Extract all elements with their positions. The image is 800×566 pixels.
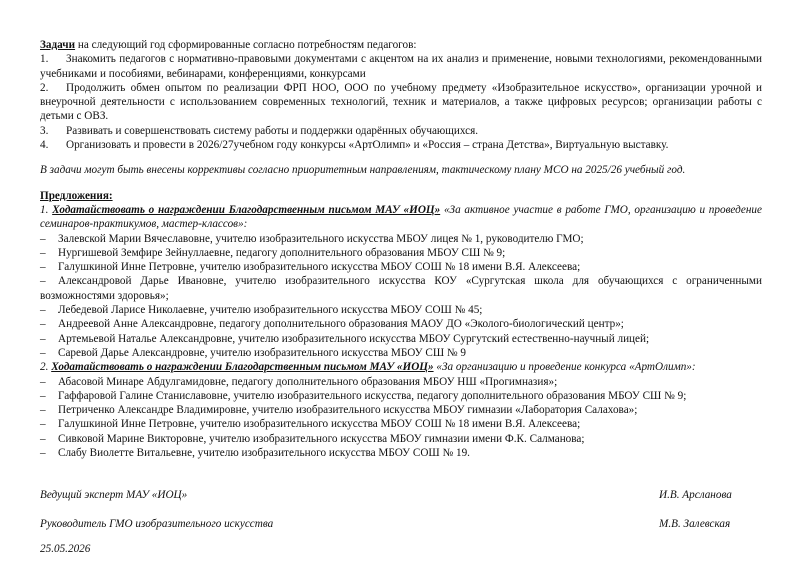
dash-bullet: –: [40, 232, 46, 245]
person-text: Абасовой Минаре Абдулгамидовне, педагогу дополнительного образования МБОУ НШ «Прогимназия»;: [58, 375, 558, 388]
spacer: [40, 460, 762, 474]
list-item: [40, 432, 762, 446]
list-item: [40, 375, 762, 389]
signature-name: М.В. Залевская: [659, 517, 731, 530]
proposal-number: 2.: [40, 361, 49, 374]
person-text: Нургишевой Земфире Зейнуллаевне, педагогу дополнительного образования МБОУ СШ № 9;: [58, 246, 506, 259]
spacer: [40, 503, 762, 517]
dash-bullet: –: [40, 418, 46, 431]
spacer: [40, 474, 762, 488]
person-text: Артемьевой Наталье Александровне, учителю изобразительного искусства МБОУ Сургутский естественно-научный лицей;: [58, 332, 650, 345]
dash-bullet: –: [40, 332, 46, 345]
proposal-list-1: [40, 232, 762, 361]
list-item: [40, 274, 762, 303]
proposal-reason: «За организацию и проведение конкурса «АртОлимп»:: [433, 361, 696, 374]
task-text: Организовать и провести в 2026/27учебном году конкурсы «АртОлимп» и «Россия – страна Детства», Виртуальную выставку.: [66, 139, 669, 152]
document-date: 25.05.2026: [40, 542, 91, 555]
dash-bullet: –: [40, 375, 46, 388]
spacer: [40, 152, 762, 163]
person-text: Сивковой Марине Викторовне, учителю изобразительного искусства МБОУ гимназии имени Ф.К. Салманова;: [58, 432, 585, 445]
dash-bullet: –: [40, 346, 46, 359]
list-item: [40, 232, 762, 246]
person-text: Слабу Виолетте Витальевне, учителю изобразительного искусства МБОУ СОШ № 19.: [58, 447, 470, 460]
signature-role: Руководитель ГМО изобразительного искусства: [40, 517, 274, 530]
dash-bullet: –: [40, 447, 46, 460]
proposal-title: Ходатайствовать о награждении Благодарственным письмом МАУ «ИОЦ»: [52, 203, 441, 216]
spacer: [40, 531, 762, 542]
signature-role: Ведущий эксперт МАУ «ИОЦ»: [40, 489, 188, 502]
person-text: Александровой Дарье Ивановне, учителю изобразительного искусства КОУ «Сургутская школа для обучающихся с ограниченными возможностями здоровья»;: [40, 275, 762, 302]
task-item: [40, 124, 762, 138]
dash-bullet: –: [40, 432, 46, 445]
person-text: Залевской Марии Вячеславовне, учителю изобразительного искусства МБОУ лицея № 1, руководителю ГМО;: [58, 232, 584, 245]
task-text: Знакомить педагогов с нормативно-правовыми документами с акцентом на их анализ и применение, новыми технологиями, рекомендованными учебниками и пособиями, вебинарами, конференциями, конкурсами: [40, 53, 762, 80]
person-text: Петриченко Александре Владимировне, учителю изобразительного искусства МБОУ гимназии «Лаборатория Салахова»;: [58, 404, 638, 417]
task-number: 3.: [40, 124, 49, 137]
tasks-heading-bold: Задачи: [40, 39, 76, 51]
tasks-heading: [40, 38, 762, 52]
list-item: [40, 303, 762, 317]
person-text: Гаффаровой Галине Станиславовне, учителю изобразительного искусства, педагогу дополнительного образования МБОУ СШ № 9;: [58, 389, 687, 402]
person-text: Саревой Дарье Александровне, учителю изобразительного искусства МБОУ СШ № 9: [58, 346, 466, 359]
task-item: [40, 52, 762, 81]
dash-bullet: –: [40, 275, 46, 288]
list-item: [40, 346, 762, 360]
list-item: [40, 246, 762, 260]
person-text: Андреевой Анне Александровне, педагогу дополнительного образования МАОУ ДО «Эколого-биологический центр»;: [58, 318, 624, 331]
task-item: [40, 81, 762, 124]
document-page: [40, 38, 762, 556]
dash-bullet: –: [40, 261, 46, 274]
list-item: [40, 260, 762, 274]
spacer: [40, 178, 762, 189]
proposal-group-heading: [40, 360, 762, 374]
list-item: [40, 417, 762, 431]
task-item: [40, 138, 762, 152]
proposal-title: Ходатайствовать о награждении Благодарственным письмом МАУ «ИОЦ»: [51, 361, 434, 374]
tasks-note: В задачи могут быть внесены коррективы согласно приоритетным направлениям, тактическому плану МСО на 2025/26 учебный год.: [40, 164, 686, 177]
proposal-reason: «За активное участие в работе ГМО, организацию и проведение семинаров-практикумов, мастер-классов»:: [40, 203, 762, 231]
proposal-number: 1.: [40, 203, 49, 216]
proposal-list-2: [40, 375, 762, 461]
person-text: Галушкиной Инне Петровне, учителю изобразительного искусства МБОУ СОШ № 18 имени В.Я. Алексеева;: [58, 418, 581, 431]
dash-bullet: –: [40, 404, 46, 417]
task-number: 4.: [40, 139, 49, 152]
proposal-group-heading: [40, 203, 762, 232]
list-item: [40, 332, 762, 346]
tasks-heading-rest: на следующий год сформированные согласно потребностям педагогов:: [75, 39, 417, 51]
proposals-heading: Предложения:: [40, 189, 113, 202]
dash-bullet: –: [40, 389, 46, 402]
dash-bullet: –: [40, 304, 46, 317]
task-number: 2.: [40, 81, 49, 94]
dash-bullet: –: [40, 318, 46, 331]
list-item: [40, 317, 762, 331]
task-number: 1.: [40, 53, 49, 66]
signature-name: И.В. Арсланова: [659, 489, 732, 502]
dash-bullet: –: [40, 246, 46, 259]
list-item: [40, 446, 762, 460]
person-text: Галушкиной Инне Петровне, учителю изобразительного искусства МБОУ СОШ № 18 имени В.Я. Алексеева;: [58, 261, 581, 274]
task-text: Развивать и совершенствовать систему работы и поддержки одарённых обучающихся.: [66, 124, 479, 137]
task-text: Продолжить обмен опытом по реализации ФРП НОО, ООО по учебному предмету «Изобразительное искусство», организации урочной и внеурочной деятельности с использованием современных технологий, техник и материалов, а также цифровых ресурсов; организации работы с детьми с ОВЗ.: [40, 81, 762, 123]
signature-row: [40, 488, 762, 502]
list-item: [40, 403, 762, 417]
list-item: [40, 389, 762, 403]
signature-row: [40, 517, 762, 531]
person-text: Лебедевой Ларисе Николаевне, учителю изобразительного искусства МБОУ СОШ № 45;: [58, 304, 483, 317]
